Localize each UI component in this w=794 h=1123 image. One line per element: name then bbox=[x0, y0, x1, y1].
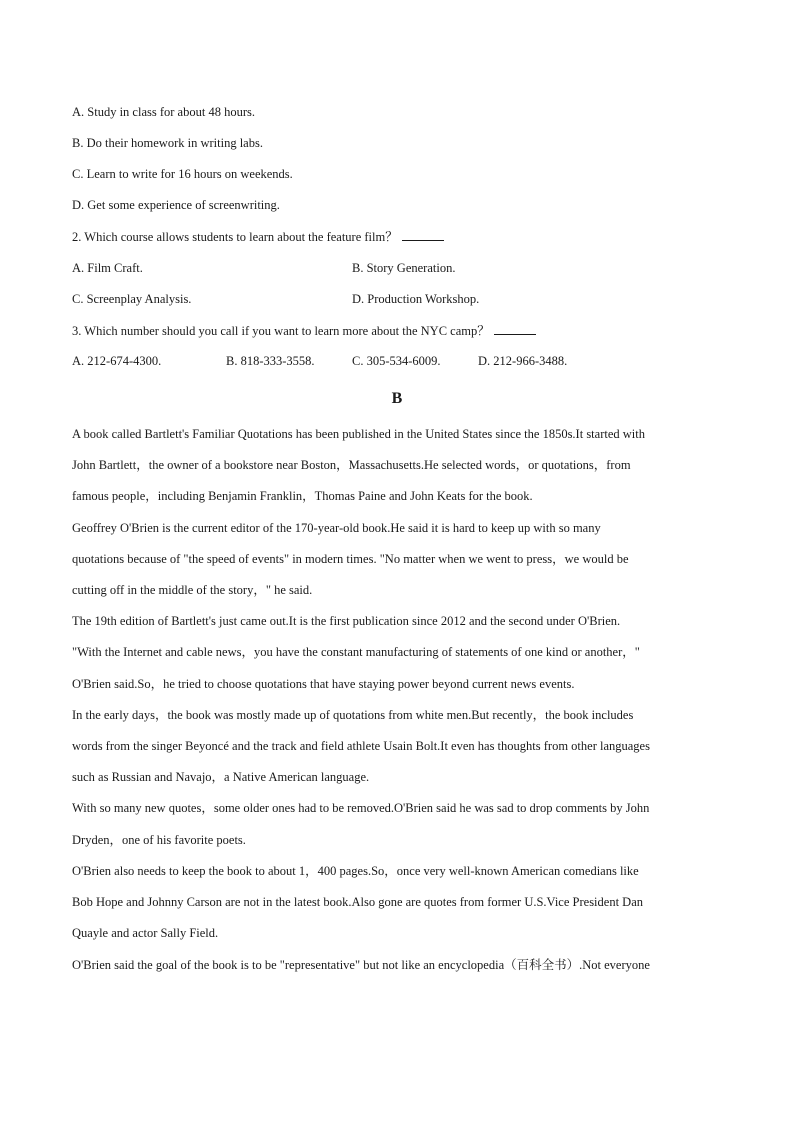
passage-line: famous people，including Benjamin Franklin，Thomas Paine and John Keats for the book. bbox=[72, 489, 533, 503]
q3-question-line bbox=[72, 322, 536, 339]
passage-line: such as Russian and Navajo，a Native American language. bbox=[72, 770, 370, 784]
q1-option-b: B. Do their homework in writing labs. bbox=[72, 136, 263, 150]
passage-line: "With the Internet and cable news，you have the constant manufacturing of statements of one kind or another，" bbox=[72, 645, 640, 659]
q3-option-c: C. 305-534-6009. bbox=[352, 354, 441, 368]
q2-option-d: D. Production Workshop. bbox=[352, 292, 480, 306]
q2-answer-blank[interactable] bbox=[402, 228, 444, 241]
q2-option-c: C. Screenplay Analysis. bbox=[72, 292, 192, 306]
q2-question-line bbox=[72, 228, 444, 245]
q2-option-a: A. Film Craft. bbox=[72, 261, 143, 275]
q3-question: 3. Which number should you call if you want to learn more about the NYC camp？ bbox=[72, 324, 490, 338]
passage-line: With so many new quotes，some older ones had to be removed.O'Brien said he was sad to drop comments by John bbox=[72, 801, 650, 815]
q3-option-a: A. 212-674-4300. bbox=[72, 354, 162, 368]
section-heading: B bbox=[391, 390, 403, 407]
q2-option-b: B. Story Generation. bbox=[352, 261, 456, 275]
passage-line: O'Brien said the goal of the book is to be "representative" but not like an encyclopedia（百科全书）.Not everyone bbox=[72, 958, 650, 972]
passage-line: Geoffrey O'Brien is the current editor of the 170-year-old book.He said it is hard to keep up with so many bbox=[72, 521, 601, 535]
passage-line: A book called Bartlett's Familiar Quotations has been published in the United States since the 1850s.It started with bbox=[72, 427, 645, 441]
passage-line: The 19th edition of Bartlett's just came out.It is the first publication since 2012 and the second under O'Brien. bbox=[72, 614, 621, 628]
passage-line: In the early days，the book was mostly made up of quotations from white men.But recently，the book includes bbox=[72, 708, 634, 722]
q3-answer-blank[interactable] bbox=[494, 322, 536, 335]
passage-line: Quayle and actor Sally Field. bbox=[72, 926, 219, 940]
passage-line: words from the singer Beyoncé and the track and field athlete Usain Bolt.It even has thoughts from other languages bbox=[72, 739, 650, 753]
passage-line: John Bartlett，the owner of a bookstore near Boston，Massachusetts.He selected words，or quotations，from bbox=[72, 458, 631, 472]
q2-question: 2. Which course allows students to learn about the feature film？ bbox=[72, 230, 398, 244]
passage-line: O'Brien said.So，he tried to choose quotations that have staying power beyond current news events. bbox=[72, 677, 575, 691]
passage-line: O'Brien also needs to keep the book to about 1，400 pages.So，once very well-known American comedians like bbox=[72, 864, 639, 878]
passage-line: Dryden，one of his favorite poets. bbox=[72, 833, 246, 847]
q1-option-a: A. Study in class for about 48 hours. bbox=[72, 105, 255, 119]
passage-line: quotations because of "the speed of events" in modern times. "No matter when we went to press，we would be bbox=[72, 552, 629, 566]
q3-option-b: B. 818-333-3558. bbox=[226, 354, 315, 368]
q3-option-d: D. 212-966-3488. bbox=[478, 354, 568, 368]
passage-line: Bob Hope and Johnny Carson are not in the latest book.Also gone are quotes from former U.S.Vice President Dan bbox=[72, 895, 644, 909]
q1-option-d: D. Get some experience of screenwriting. bbox=[72, 198, 280, 212]
passage-line: cutting off in the middle of the story，" he said. bbox=[72, 583, 313, 597]
q1-option-c: C. Learn to write for 16 hours on weekends. bbox=[72, 167, 293, 181]
